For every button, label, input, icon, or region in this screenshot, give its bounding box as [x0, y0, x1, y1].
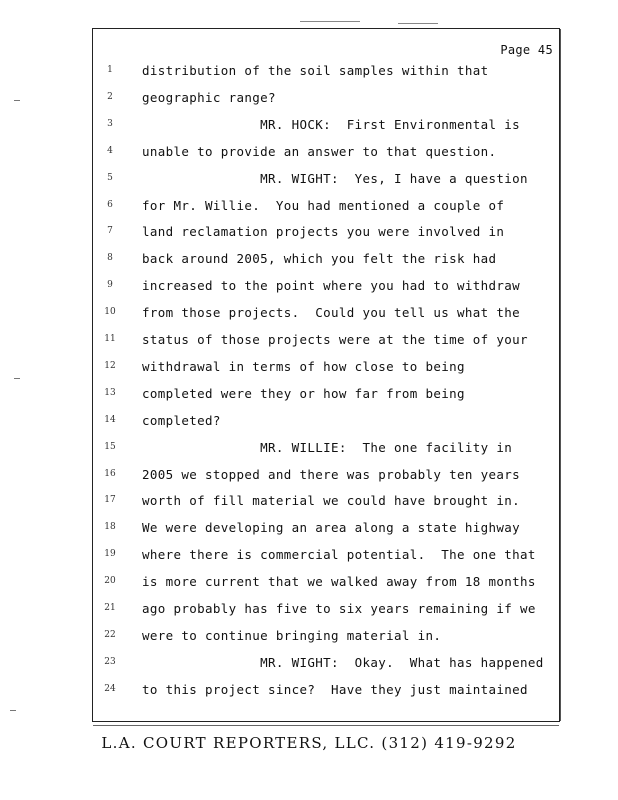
transcript-line: where there is commercial potential. The one that: [142, 547, 536, 562]
transcript-line: 2005 we stopped and there was probably ten years: [142, 467, 521, 482]
transcript-line: withdrawal in terms of how close to being: [142, 359, 465, 374]
page-number: Page 45: [500, 43, 553, 57]
margin-mark-left-3: [10, 710, 16, 711]
transcript-line: for Mr. Willie. You had mentioned a couple of: [142, 198, 505, 213]
transcript-line: worth of fill material we could have brought in.: [142, 493, 521, 508]
transcript-page-frame: [92, 28, 560, 722]
transcript-line: ago probably has five to six years remaining if we: [142, 601, 536, 616]
transcript-line: We were developing an area along a state highway: [142, 520, 521, 535]
line-number: 13: [104, 388, 116, 398]
transcript-line: were to continue bringing material in.: [142, 628, 442, 643]
transcript-line: completed were they or how far from being: [142, 386, 465, 401]
line-number: 14: [104, 415, 116, 425]
transcript-line: MR. WILLIE: The one facility in: [142, 440, 513, 455]
transcript-line: unable to provide an answer to that question.: [142, 144, 497, 159]
line-number: 8: [107, 253, 113, 263]
line-number: 24: [104, 684, 116, 694]
transcript-line: distribution of the soil samples within that: [142, 63, 489, 78]
line-number: 17: [104, 495, 116, 505]
court-reporter-footer: L.A. COURT REPORTERS, LLC. (312) 419-9292: [101, 734, 517, 752]
line-number: 10: [104, 307, 116, 317]
line-number: 7: [107, 226, 113, 236]
line-number: 3: [107, 119, 113, 129]
top-scan-mark-2: [398, 23, 438, 24]
line-number: 5: [107, 173, 113, 183]
top-scan-mark: [300, 21, 360, 22]
line-number: 15: [104, 442, 116, 452]
transcript-line: is more current that we walked away from 18 months: [142, 574, 536, 589]
line-number: 1: [107, 65, 113, 75]
transcript-line: MR. HOCK: First Environmental is: [142, 117, 521, 132]
line-number: 22: [104, 630, 116, 640]
line-number: 18: [104, 522, 116, 532]
transcript-line: increased to the point where you had to withdraw: [142, 278, 521, 293]
line-number: 23: [104, 657, 116, 667]
margin-mark-left-1: [14, 100, 20, 101]
line-number: 20: [104, 576, 116, 586]
line-number: 19: [104, 549, 116, 559]
transcript-line: from those projects. Could you tell us what the: [142, 305, 521, 320]
transcript-line: to this project since? Have they just maintained: [142, 682, 528, 697]
transcript-line: land reclamation projects you were involved in: [142, 224, 505, 239]
transcript-line: status of those projects were at the time of your: [142, 332, 528, 347]
transcript-line: back around 2005, which you felt the risk had: [142, 251, 497, 266]
line-number: 2: [107, 92, 113, 102]
line-number: 6: [107, 200, 113, 210]
line-number: 11: [104, 334, 116, 344]
line-number: 4: [107, 146, 113, 156]
line-number: 12: [104, 361, 116, 371]
line-number: 21: [104, 603, 116, 613]
transcript-line: MR. WIGHT: Yes, I have a question: [142, 171, 528, 186]
transcript-line: completed?: [142, 413, 221, 428]
transcript-line: geographic range?: [142, 90, 276, 105]
margin-mark-left-2: [14, 378, 20, 379]
line-number: 16: [104, 469, 116, 479]
transcript-line: MR. WIGHT: Okay. What has happened: [142, 655, 544, 670]
line-number: 9: [107, 280, 113, 290]
